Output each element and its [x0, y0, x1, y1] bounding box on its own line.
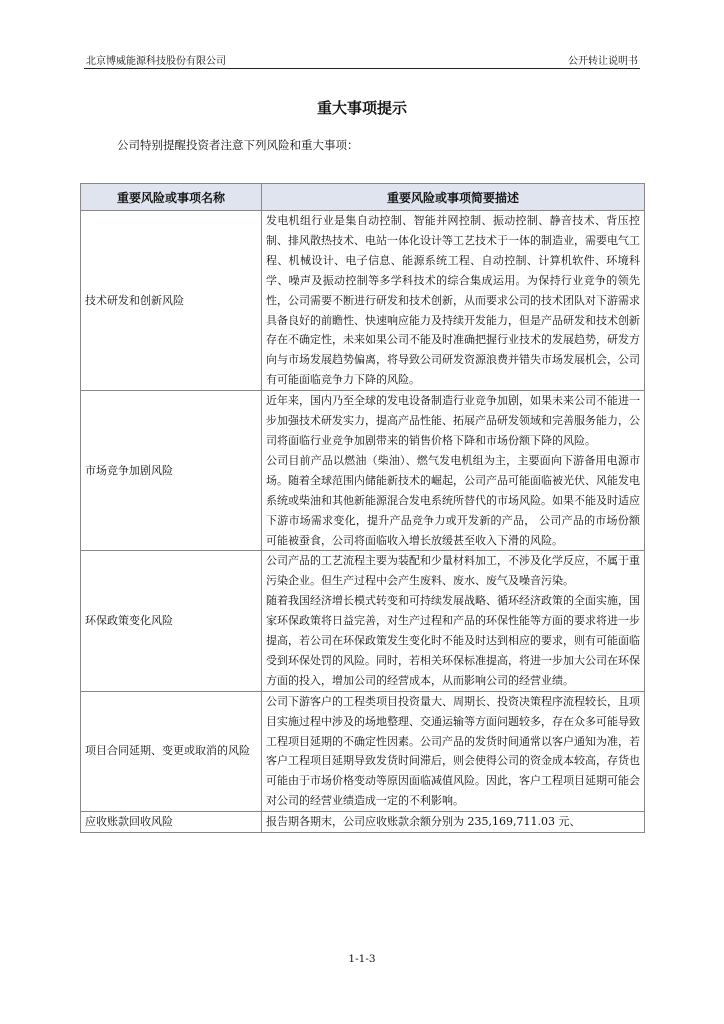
risk-description	[262, 691, 645, 811]
description-paragraph: 发电机组行业是集自动控制、智能并网控制、振动控制、静音技术、背压控制、排风散热技术、电站一体化设计等工艺技术于一体的制造业，需要电气工程、机械设计、电子信息、能源系统工程、自动控制、计算机软件、环境科学、噪声及振动控制等多学科技术的综合集成运用。为保持行业竞争的领先性，公司需要不断进行研发和技术创新，从而要求公司的技术团队对下游需求具备良好的前瞻性、快速响应能力及持续开发能力，但是产品研发和技术创新存在不确定性，未来如果公司不能及时准确把握行业技术的发展趋势，研发方向与市场发展趋势偏离，将导致公司研发资源浪费并错失市场发展机会，公司有可能面临竞争力下降的风险。	[266, 214, 640, 387]
page-title: 重大事项提示	[316, 99, 407, 117]
table-row	[81, 211, 645, 391]
table-row	[81, 551, 645, 691]
col-header-desc: 重要风险或事项简要描述	[262, 184, 645, 211]
table-row	[81, 812, 645, 833]
description-paragraph: 报告期各期末，公司应收账款余额分别为 235,169,711.03 元、	[266, 815, 581, 829]
risk-name: 环保政策变化风险	[81, 551, 262, 691]
table-row	[81, 691, 645, 811]
table-header-row	[81, 184, 645, 211]
header-company: 北京博威能源科技股份有限公司	[86, 56, 226, 67]
risk-description	[262, 211, 645, 391]
risk-table	[80, 183, 645, 833]
description-paragraph: 近年来，国内乃至全球的发电设备制造行业竞争加剧，如果未来公司不能进一步加强技术研发实力，提高产品性能、拓展产品研发领域和完善服务能力，公司将面临行业竞争加剧带来的销售价格下降和市场份额下降的风险。	[266, 394, 640, 447]
description-paragraph: 公司下游客户的工程类项目投资量大、周期长、投资决策程序流程较长，且项目实施过程中涉及的场地整理、交通运输等方面问题较多，存在众多可能导致工程项目延期的不确定性因素。公司产品的发货时间通常以客户通知为准，若客户工程项目延期导致发货时间滞后，则会使得公司的资金成本较高，存货也可能由于市场价格变动等原因面临减值风险。因此，客户工程项目延期可能会对公司的经营业绩造成一定的不利影响。	[266, 694, 640, 808]
table-row	[81, 391, 645, 551]
intro-text: 公司特别提醒投资者注意下列风险和重大事项：	[117, 138, 359, 152]
page-number: 1-1-3	[348, 953, 376, 965]
risk-name: 应收账款回收风险	[81, 812, 262, 833]
risk-name: 市场竞争加剧风险	[81, 391, 262, 551]
description-paragraph: 随着我国经济增长模式转变和可持续发展战略、循环经济政策的全面实施，国家环保政策将日益完善，对生产过程和产品的环保性能等方面的要求将进一步提高，若公司在环保政策发生变化时不能及时达到相应的要求，则有可能面临受到环保处罚的风险。同时，若相关环保标准提高，将进一步加大公司在环保方面的投入，增加公司的经营成本，从而影响公司的经营业绩。	[266, 594, 640, 687]
description-paragraph: 公司产品的工艺流程主要为装配和少量材料加工，不涉及化学反应，不属于重污染企业。但生产过程中会产生废料、废水、废气及噪音污染。	[266, 554, 640, 588]
description-paragraph: 公司目前产品以燃油（柴油）、燃气发电机组为主，主要面向下游备用电源市场。随着全球范围内储能新技术的崛起，公司产品可能面临被光伏、风能发电系统或柴油和其他新能源混合发电系统所替代的市场风险。如果不能及时适应下游市场需求变化，提升产品竞争力或开发新的产品， 公司产品的市场份额可能被蚕食，公司将面临收入增长放缓甚至收入下滑的风险。	[266, 453, 640, 547]
risk-name: 项目合同延期、变更或取消的风险	[81, 691, 262, 811]
col-header-name: 重要风险或事项名称	[81, 184, 262, 211]
risk-description	[262, 812, 645, 833]
risk-name: 技术研发和创新风险	[81, 211, 262, 391]
risk-description	[262, 391, 645, 551]
header-doc-type: 公开转让说明书	[568, 56, 638, 67]
page-header	[84, 50, 640, 69]
risk-description	[262, 551, 645, 691]
